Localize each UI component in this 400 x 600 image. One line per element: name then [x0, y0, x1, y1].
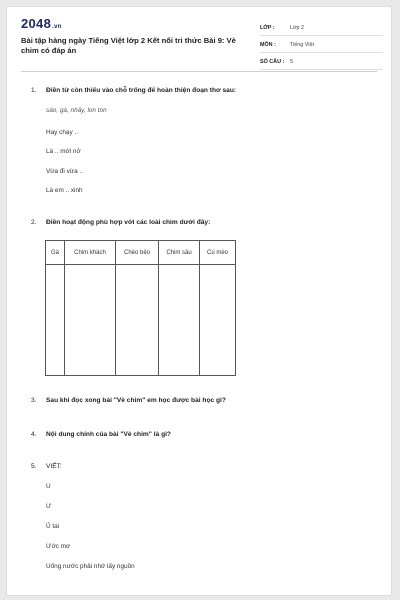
table-column	[46, 241, 65, 375]
writing-line: Ư	[46, 503, 52, 510]
question-text: VIẾT:	[46, 463, 62, 470]
worksheet-title: Bài tập hàng ngày Tiếng Việt lớp 2 Kết nối tri thức Bài 9: Vè chim có đáp án	[21, 36, 236, 55]
writing-line: Uống nước phải nhớ lấy nguồn	[46, 563, 135, 570]
meta-label: MÔN :	[260, 42, 276, 48]
meta-row-grade	[260, 21, 383, 36]
poem-line: Vừa đi vừa ..	[46, 168, 83, 175]
table-column	[200, 241, 235, 375]
question-text: Điền từ còn thiếu vào chỗ trống để hoàn thiện đoạn thơ sau:	[46, 87, 237, 94]
logo-tld: .vn	[52, 24, 62, 30]
table-header-cell: Chèo bẻo	[116, 241, 158, 265]
question-text: Nội dung chính của bài "Vè chim" là gì?	[46, 431, 171, 438]
question-number: 5.	[31, 463, 37, 470]
poem-line: Hay chạy ..	[46, 129, 78, 136]
meta-row-subject	[260, 38, 383, 53]
poem-line: Là em .. xinh	[46, 187, 83, 194]
table-answer-cell[interactable]	[46, 265, 64, 375]
poem-line: Là .. mới nở	[46, 148, 81, 155]
question-number: 4.	[31, 431, 37, 438]
table-header-cell: Chim sâu	[159, 241, 199, 265]
table-header-cell: Chim khách	[65, 241, 115, 265]
activity-table	[45, 240, 236, 376]
question-number: 3.	[31, 397, 37, 404]
question-5	[31, 463, 62, 470]
table-answer-cell[interactable]	[159, 265, 199, 375]
writing-line: Ủ tai	[46, 523, 60, 530]
question-2	[31, 219, 210, 226]
site-logo[interactable]	[21, 16, 62, 31]
meta-value: 5	[290, 59, 293, 65]
word-bank: sáo, gà, nhảy, lon ton	[46, 107, 107, 114]
table-header-cell: Cú mèo	[200, 241, 235, 265]
logo-text: 2048	[21, 16, 52, 31]
table-column	[159, 241, 200, 375]
meta-row-question-count	[260, 55, 383, 70]
table-header-cell: Gà	[46, 241, 64, 265]
table-answer-cell[interactable]	[200, 265, 235, 375]
meta-label: LỚP :	[260, 25, 275, 31]
question-text: Điền hoạt động phù hợp với các loài chim dưới đây:	[46, 219, 211, 226]
question-text: Sau khi đọc xong bài "Vè chim" em học được bài học gì?	[46, 397, 226, 404]
table-answer-cell[interactable]	[116, 265, 158, 375]
table-column	[65, 241, 116, 375]
question-number: 2.	[31, 219, 37, 226]
header-divider	[21, 71, 377, 72]
meta-label: SỐ CÂU :	[260, 59, 285, 65]
table-column	[116, 241, 159, 375]
meta-value: Lớp 2	[290, 25, 305, 31]
question-3	[31, 397, 226, 404]
question-4	[31, 431, 171, 438]
table-answer-cell[interactable]	[65, 265, 115, 375]
writing-line: U	[46, 483, 51, 490]
question-1	[31, 87, 236, 94]
question-number: 1.	[31, 87, 37, 94]
meta-info	[260, 21, 383, 72]
meta-value: Tiếng Việt	[290, 42, 314, 48]
worksheet-page	[6, 6, 392, 596]
writing-line: Ước mơ	[46, 543, 71, 550]
